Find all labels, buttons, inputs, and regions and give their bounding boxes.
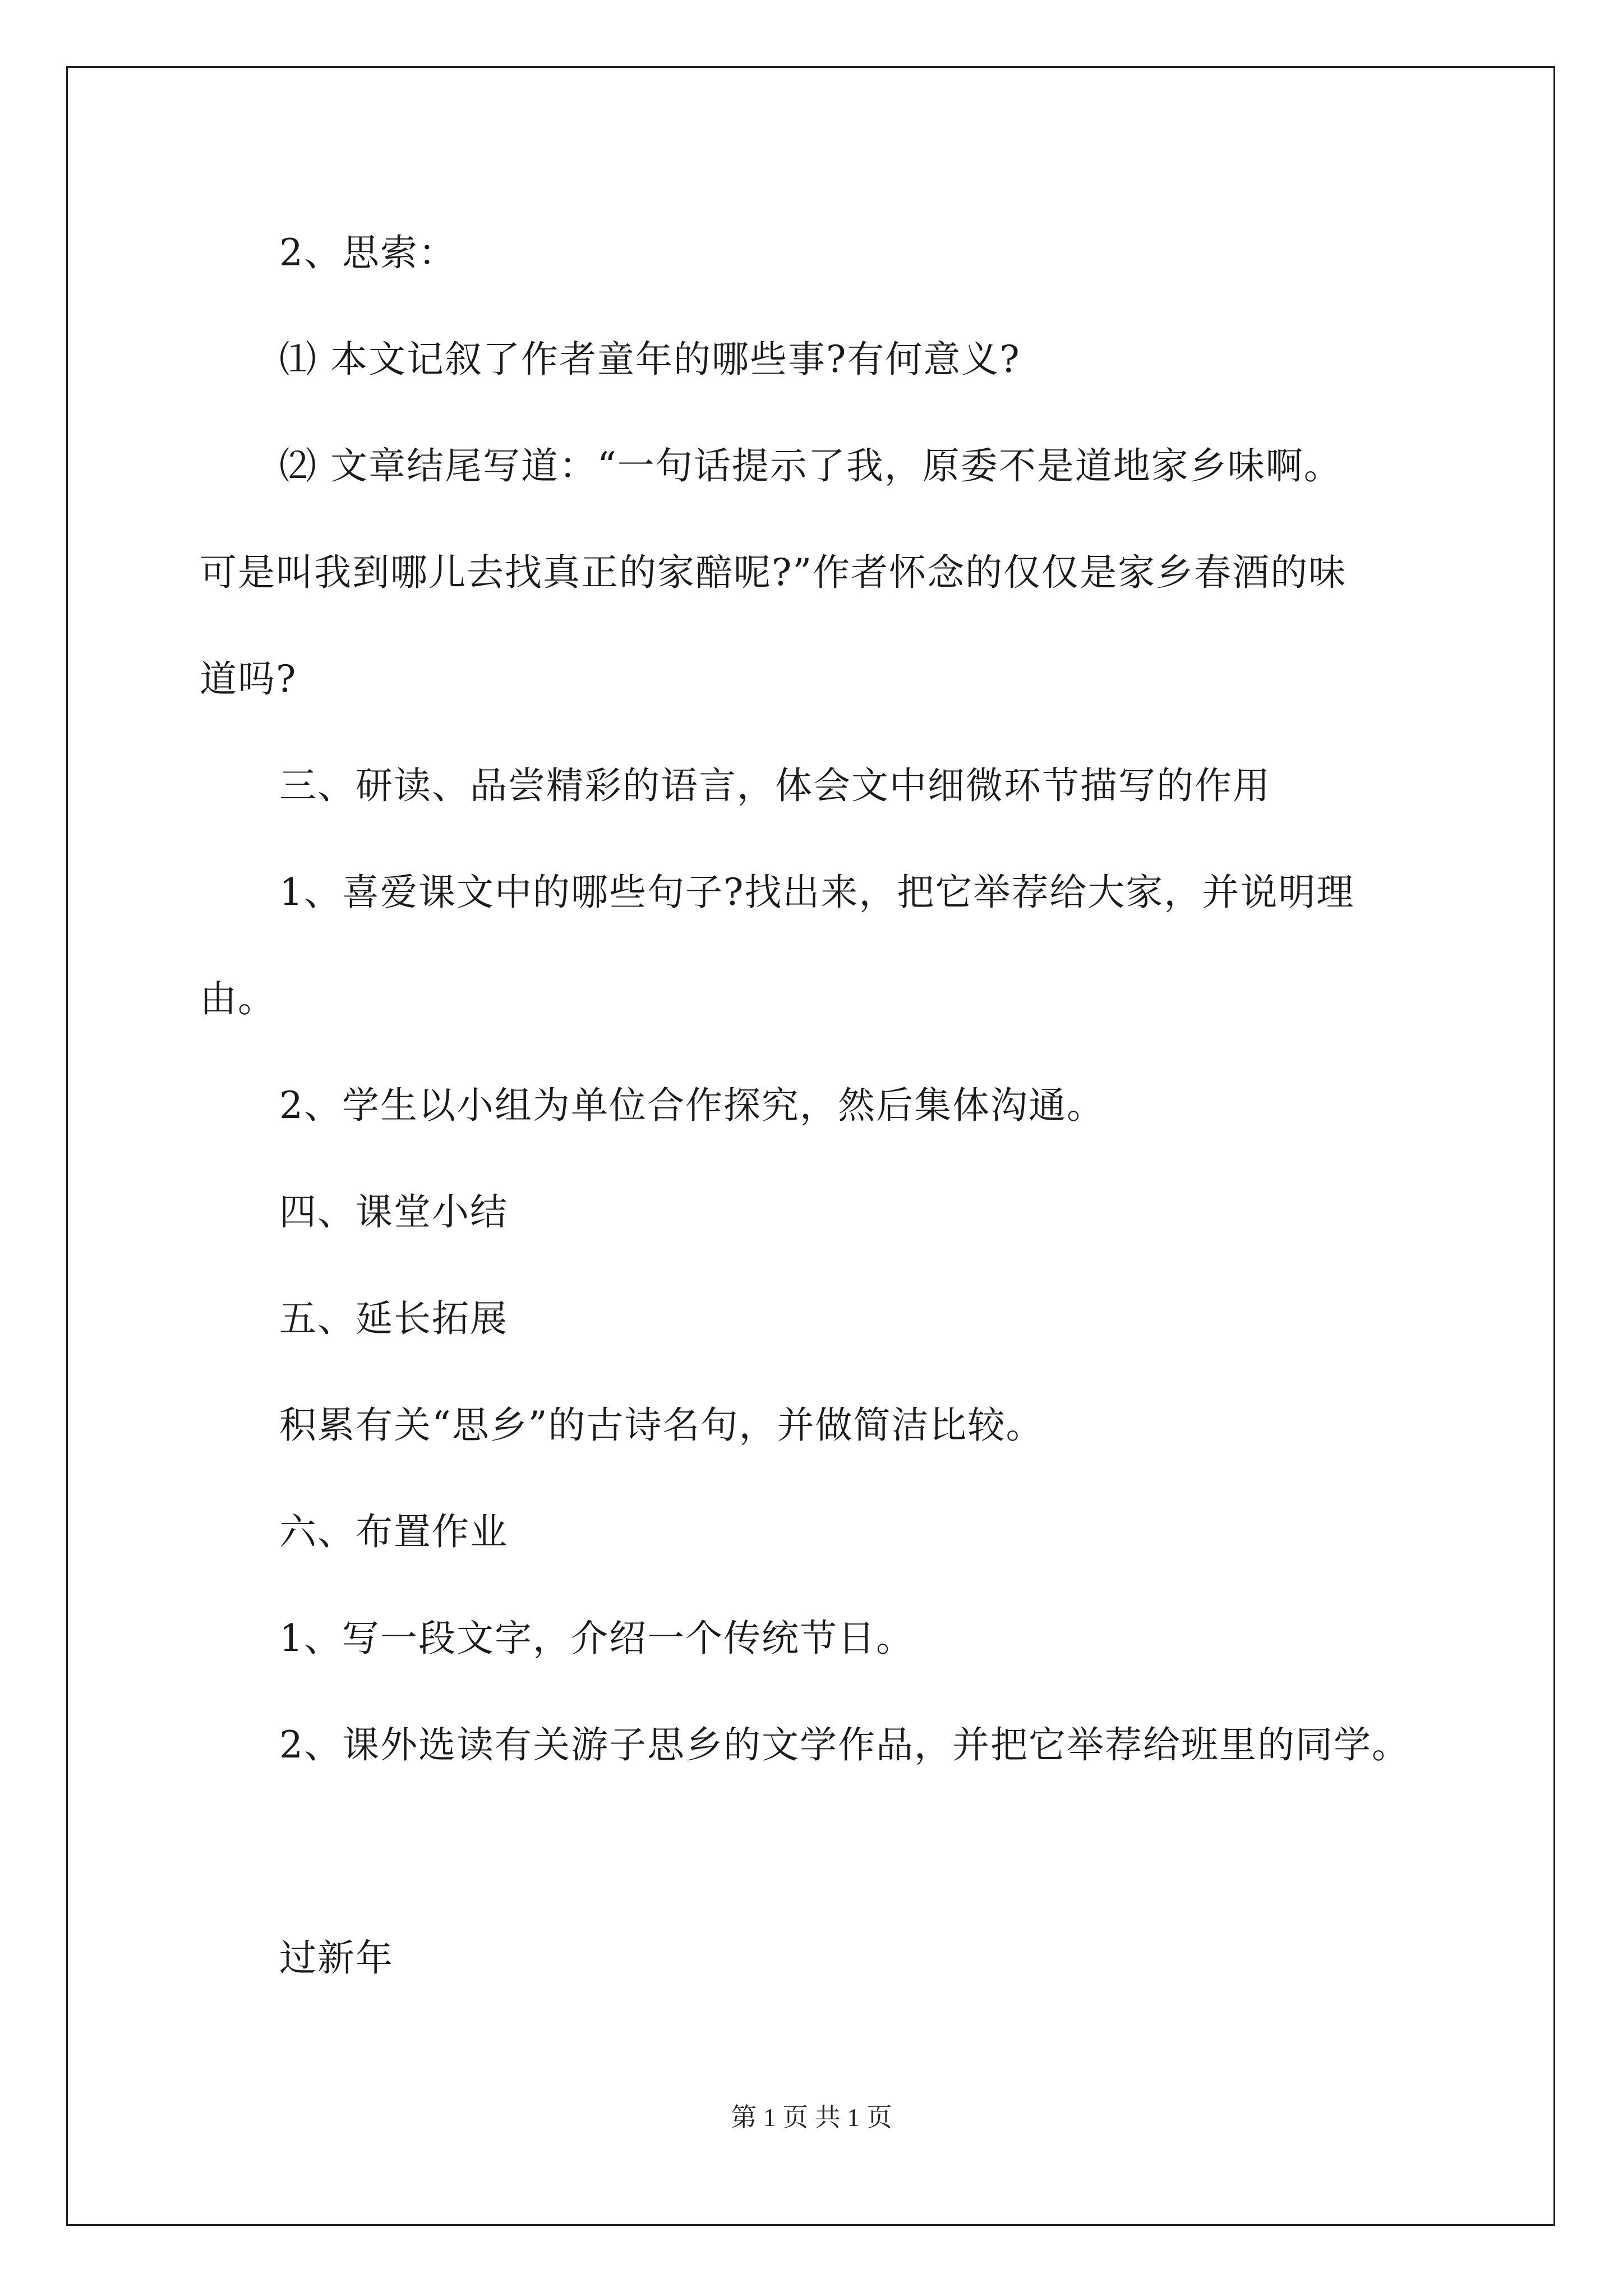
text-line: 道吗?: [200, 657, 297, 701]
text-line: 2、学生以小组为单位合作探究，然后集体沟通。: [279, 1084, 1105, 1127]
text-line: 1、喜爱课文中的哪些句子?找出来，把它举荐给大家，并说明理: [279, 871, 1355, 914]
text-line: 三、研读、品尝精彩的语言，体会文中细微环节描写的作用: [279, 764, 1271, 807]
text-line: ⑴ 本文记叙了作者童年的哪些事?有何意义?: [279, 338, 1021, 381]
page-footer: 第 1 页 共 1 页: [731, 2103, 892, 2132]
text-line: 2、课外选读有关游子思乡的文学作品，并把它举荐给班里的同学。: [279, 1723, 1410, 1766]
text-line: ⑵ 文章结尾写道：“一句话提示了我，原委不是道地家乡味啊。: [279, 444, 1342, 487]
text-line: 积累有关“思乡”的古诗名句，并做简洁比较。: [279, 1404, 1044, 1447]
text-line: 四、课堂小结: [279, 1190, 508, 1234]
text-line: 可是叫我到哪儿去找真正的家醅呢?”作者怀念的仅仅是家乡春酒的味: [200, 551, 1347, 594]
text-line: 1、写一段文字，介绍一个传统节日。: [279, 1617, 914, 1660]
page-border: [66, 66, 1555, 2226]
text-line: 由。: [200, 977, 276, 1020]
text-line: 六、布置作业: [279, 1510, 508, 1553]
text-line: 2、思索：: [279, 231, 457, 274]
section-heading: 过新年: [279, 1936, 394, 1980]
text-line: 五、延长拓展: [279, 1297, 508, 1340]
